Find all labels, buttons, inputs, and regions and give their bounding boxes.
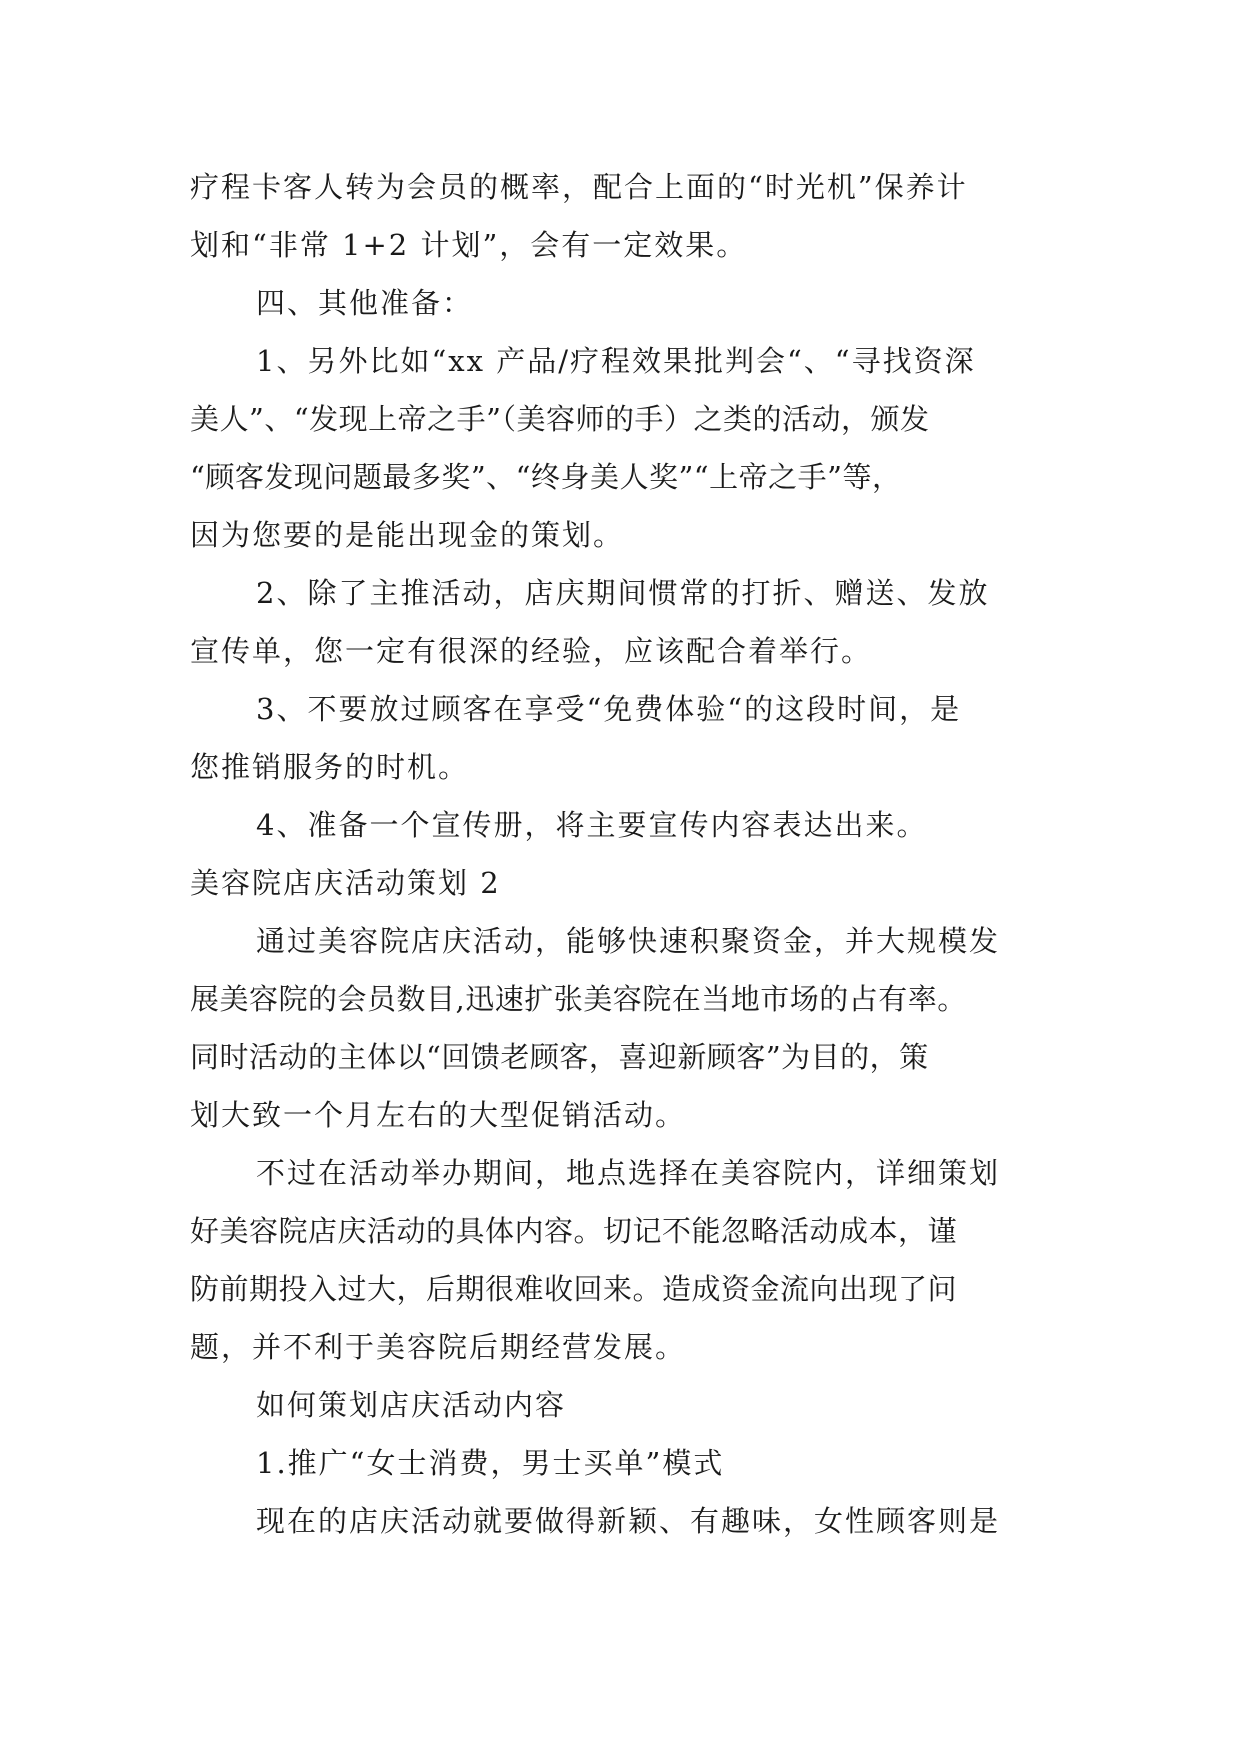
paragraph-line: 1、另外比如“xx 产品/疗程效果批判会“、“寻找资深	[256, 344, 976, 378]
paragraph-line: 您推销服务的时机。	[190, 750, 470, 784]
paragraph-line: 同时活动的主体以“回馈老顾客，喜迎新顾客”为目的，策	[190, 1040, 929, 1074]
paragraph-line: 好美容院店庆活动的具体内容。切记不能忽略活动成本，谨	[190, 1214, 958, 1248]
section-heading: 四、其他准备：	[256, 286, 474, 320]
paragraph-line: 美人”、“发现上帝之手”（美容师的手）之类的活动，颁发	[190, 402, 930, 436]
paragraph-line: 4、准备一个宣传册，将主要宣传内容表达出来。	[256, 808, 928, 842]
paragraph-line: 题，并不利于美容院后期经营发展。	[190, 1330, 687, 1364]
paragraph-line: 疗程卡客人转为会员的概率，配合上面的“时光机”保养计	[190, 170, 968, 204]
document-body	[190, 158, 1050, 1550]
paragraph-line: 防前期投入过大，后期很难收回来。造成资金流向出现了问	[190, 1272, 958, 1306]
paragraph-line: 3、不要放过顾客在享受“免费体验“的这段时间，是	[256, 692, 962, 726]
paragraph-line: 因为您要的是能出现金的策划。	[190, 518, 625, 552]
paragraph-line: “顾客发现问题最多奖”、“终身美人奖”“上帝之手”等，	[190, 460, 902, 494]
paragraph-line: 不过在活动举办期间，地点选择在美容院内，详细策划	[256, 1156, 1001, 1190]
section-heading: 如何策划店庆活动内容	[256, 1388, 567, 1422]
paragraph-line: 宣传单，您一定有很深的经验，应该配合着举行。	[190, 634, 873, 668]
paragraph-line: 划和“非常 1+2 计划”，会有一定效果。	[190, 228, 748, 262]
article-title: 美容院店庆活动策划 2	[190, 866, 501, 900]
paragraph-line: 展美容院的会员数目,迅速扩张美容院在当地市场的占有率。	[190, 982, 967, 1016]
paragraph-line: 现在的店庆活动就要做得新颖、有趣味，女性顾客则是	[256, 1504, 1001, 1538]
section-heading: 1.推广“女士消费，男士买单”模式	[256, 1446, 725, 1480]
paragraph-line: 划大致一个月左右的大型促销活动。	[190, 1098, 687, 1132]
paragraph-line: 2、除了主推活动，店庆期间惯常的打折、赠送、发放	[256, 576, 990, 610]
paragraph-line: 通过美容院店庆活动，能够快速积聚资金，并大规模发	[256, 924, 1001, 958]
